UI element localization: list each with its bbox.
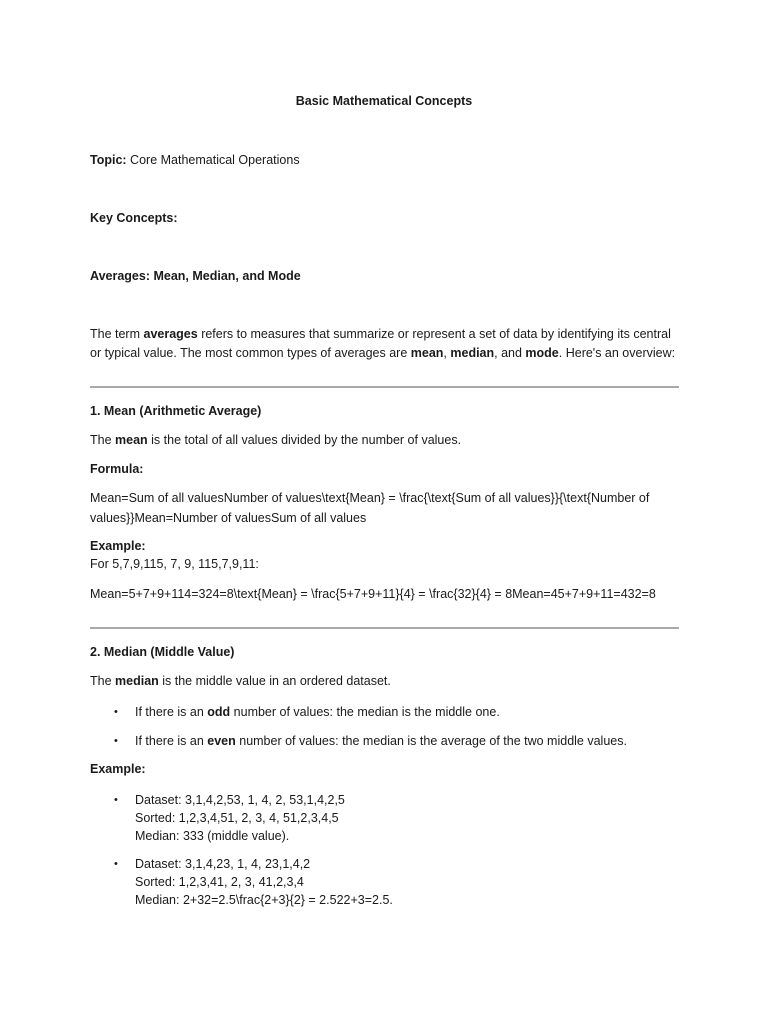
topic-line bbox=[90, 153, 300, 167]
intro-text: The term bbox=[90, 327, 144, 341]
key-concepts-heading: Key Concepts: bbox=[90, 211, 178, 225]
median-example-label: Example: bbox=[90, 762, 146, 776]
formula-label: Formula: bbox=[90, 462, 144, 476]
example-sorted-1: Sorted: 1,2,3,4,51, 2, 3, 4, 51,2,3,4,5 bbox=[135, 811, 339, 825]
document-title: Basic Mathematical Concepts bbox=[295, 94, 473, 108]
mean-example-label: Example: bbox=[90, 539, 146, 553]
mean-def-text: is the total of all values divided by the number of values. bbox=[147, 433, 462, 447]
mean-term: mean bbox=[115, 433, 148, 447]
intro-term-mode: mode bbox=[525, 346, 559, 360]
intro-text: , bbox=[443, 346, 451, 360]
intro-term-median: median bbox=[450, 346, 495, 360]
mean-heading: 1. Mean (Arithmetic Average) bbox=[90, 404, 262, 418]
intro-text: , and bbox=[494, 346, 526, 360]
median-def-text: The bbox=[90, 674, 116, 688]
formula-line-2: values}}Mean=Number of valuesSum of all values bbox=[90, 511, 367, 525]
example-dataset-2: Dataset: 3,1,4,23, 1, 4, 23,1,4,2 bbox=[135, 857, 311, 871]
bullet-text: If there is an bbox=[135, 734, 208, 748]
intro-text: refers to measures that summarize or represent a set of data by identifying its central or typical value. The most common types of averages are bbox=[90, 327, 671, 360]
example-dataset-1: Dataset: 3,1,4,2,53, 1, 4, 2, 53,1,4,2,5 bbox=[135, 793, 345, 807]
bullet-term-odd: odd bbox=[207, 705, 231, 719]
median-def-text: is the middle value in an ordered dataset. bbox=[158, 674, 391, 688]
median-definition bbox=[90, 674, 391, 688]
list-item bbox=[135, 732, 627, 750]
example-sorted-2: Sorted: 1,2,3,41, 2, 3, 41,2,3,4 bbox=[135, 875, 304, 889]
bullet-glyph: • bbox=[114, 706, 118, 718]
topic-label: Topic: bbox=[90, 153, 127, 167]
mean-def-text: The bbox=[90, 433, 116, 447]
intro-term-mean: mean bbox=[410, 346, 444, 360]
averages-heading: Averages: Mean, Median, and Mode bbox=[90, 269, 301, 283]
bullet-text: If there is an bbox=[135, 705, 208, 719]
intro-term-averages: averages bbox=[143, 327, 198, 341]
bullet-glyph: • bbox=[114, 735, 118, 747]
intro-text: . Here's an overview: bbox=[558, 346, 676, 360]
mean-example-line-2: Mean=5+7+9+114=324=8\text{Mean} = \frac{5+7+9+11}{4} = \frac{32}{4} = 8Mean=45+7+9+11=432=8 bbox=[90, 587, 656, 601]
bullet-glyph: • bbox=[114, 794, 118, 806]
list-item bbox=[135, 703, 500, 721]
bullet-text: number of values: the median is the average of the two middle values. bbox=[235, 734, 627, 748]
section-divider bbox=[90, 386, 679, 388]
mean-definition bbox=[90, 433, 461, 447]
median-term: median bbox=[115, 674, 159, 688]
intro-paragraph bbox=[90, 325, 680, 363]
topic-value: Core Mathematical Operations bbox=[126, 153, 300, 167]
bullet-text: number of values: the median is the middle one. bbox=[230, 705, 500, 719]
mean-example-line-1: For 5,7,9,115, 7, 9, 115,7,9,11: bbox=[90, 557, 259, 571]
formula-line-1: Mean=Sum of all valuesNumber of values\text{Mean} = \frac{\text{Sum of all values}}{\text{Number of bbox=[90, 491, 650, 505]
bullet-term-even: even bbox=[207, 734, 236, 748]
example-median-1: Median: 333 (middle value). bbox=[135, 829, 290, 843]
bullet-glyph: • bbox=[114, 858, 118, 870]
section-divider bbox=[90, 627, 679, 629]
example-median-2: Median: 2+32=2.5\frac{2+3}{2} = 2.522+3=2.5. bbox=[135, 893, 393, 907]
median-heading: 2. Median (Middle Value) bbox=[90, 645, 235, 659]
